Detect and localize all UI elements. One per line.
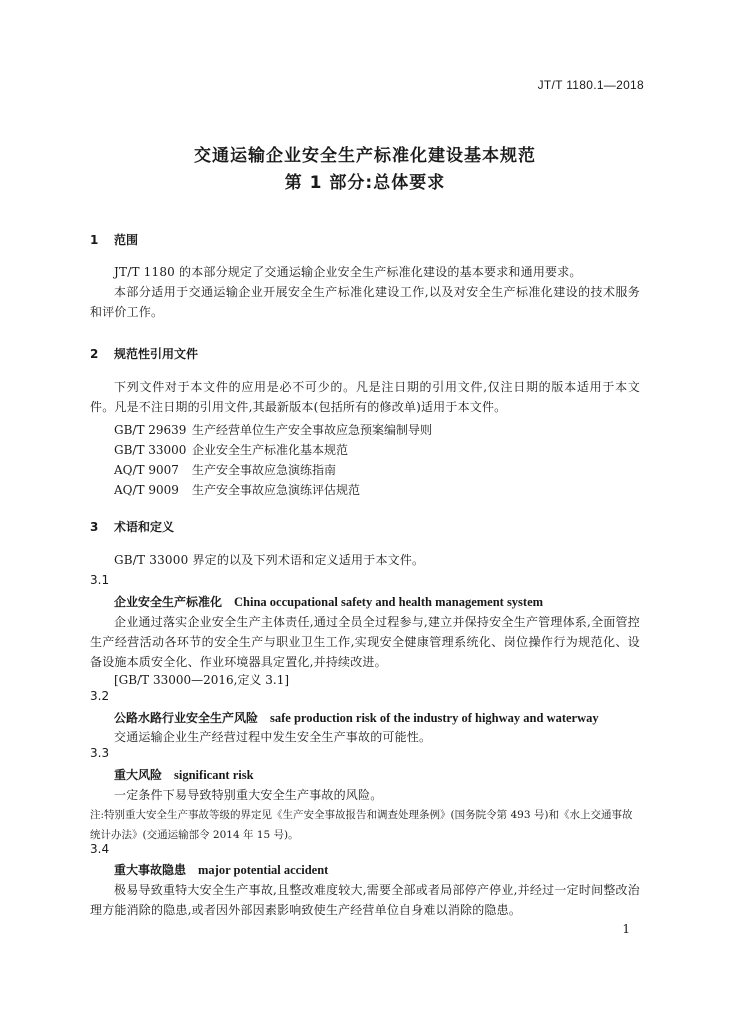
standard-code: JT/T 1180.1—2018 (537, 78, 644, 92)
paragraph: GB/T 33000 界定的以及下列术语和定义适用于本文件。 (114, 553, 425, 567)
section-number: 1 (90, 233, 99, 247)
term-definition: 交通运输企业生产经营过程中发生安全生产事故的可能性。 (114, 730, 432, 744)
term-definition: 一定条件下易导致特别重大安全生产事故的风险。 (114, 788, 383, 802)
term-definition: 极易导致重特大安全生产事故,且整改难度较大,需要全部或者局部停产停业,并经过一定时间整改治理方能消除的隐患,或者因外部因素影响致使生产经营单位自身难以消除的隐患。 (90, 883, 640, 917)
term-heading (114, 593, 543, 610)
term-zh: 重大事故隐患 (114, 863, 187, 877)
reference-item (114, 481, 360, 498)
page-number: 1 (622, 922, 630, 936)
paragraph: JT/T 1180 的本部分规定了交通运输企业安全生产标准化建设的基本要求和通用要求。 (114, 265, 582, 279)
term-note: 注:特别重大安全生产事故等级的界定见《生产安全事故报告和调查处理条例》(国务院令第 493 号)和《水上交通事故统计办法》(交通运输部令 2014 年 15 号)。 (90, 809, 633, 841)
term-heading (114, 861, 328, 878)
reference-code: AQ/T 9009 (114, 483, 179, 497)
section-title: 范围 (114, 233, 139, 247)
clause-number: 3.2 (90, 689, 110, 703)
section-number: 3 (90, 520, 99, 534)
reference-item (114, 441, 348, 458)
section-number: 2 (90, 347, 99, 361)
reference-title: 企业安全生产标准化基本规范 (192, 443, 349, 457)
clause-number: 3.1 (90, 573, 110, 587)
term-zh: 企业安全生产标准化 (114, 595, 223, 609)
reference-title: 生产安全事故应急演练评估规范 (192, 483, 361, 497)
reference-item (114, 421, 432, 438)
reference-item (114, 461, 336, 478)
section-1-heading (90, 231, 138, 248)
section-title: 规范性引用文件 (114, 347, 199, 361)
reference-title: 生产安全事故应急演练指南 (192, 463, 337, 477)
term-definition: 企业通过落实企业安全生产主体责任,通过全员全过程参与,建立并保持安全生产管理体系,全面管控生产经营活动各环节的安全生产与职业卫生工作,实现安全健康管理系统化、岗位操作行为规范化、设备设施本质安全化、作业环境器具定置化,并持续改进。 (90, 615, 640, 669)
reference-code: AQ/T 9007 (114, 463, 179, 477)
paragraph: 下列文件对于本文件的应用是必不可少的。凡是注日期的引用文件,仅注日期的版本适用于本文件。凡是不注日期的引用文件,其最新版本(包括所有的修改单)适用于本文件。 (90, 380, 640, 414)
reference-code: GB/T 29639 (114, 423, 187, 437)
term-en: significant risk (174, 768, 254, 782)
clause-number: 3.4 (90, 842, 110, 856)
term-en: safe production risk of the industry of highway and waterway (270, 711, 599, 725)
term-en: China occupational safety and health management system (234, 595, 544, 609)
document-subtitle: 第 1 部分:总体要求 (284, 173, 446, 193)
section-3-heading (90, 518, 174, 535)
document-title: 交通运输企业安全生产标准化建设基本规范 (194, 146, 536, 166)
section-title: 术语和定义 (114, 520, 175, 534)
reference-title: 生产经营单位生产安全事故应急预案编制导则 (192, 423, 433, 437)
term-source: [GB/T 33000—2016,定义 3.1] (114, 673, 290, 687)
clause-number: 3.3 (90, 746, 110, 760)
reference-code: GB/T 33000 (114, 443, 187, 457)
paragraph: 本部分适用于交通运输企业开展安全生产标准化建设工作,以及对安全生产标准化建设的技术服务和评价工作。 (90, 285, 640, 319)
term-heading (114, 709, 599, 726)
section-2-heading (90, 345, 198, 362)
term-heading (114, 766, 254, 783)
term-zh: 重大风险 (114, 768, 163, 782)
term-zh: 公路水路行业安全生产风险 (114, 711, 259, 725)
term-en: major potential accident (198, 863, 329, 877)
